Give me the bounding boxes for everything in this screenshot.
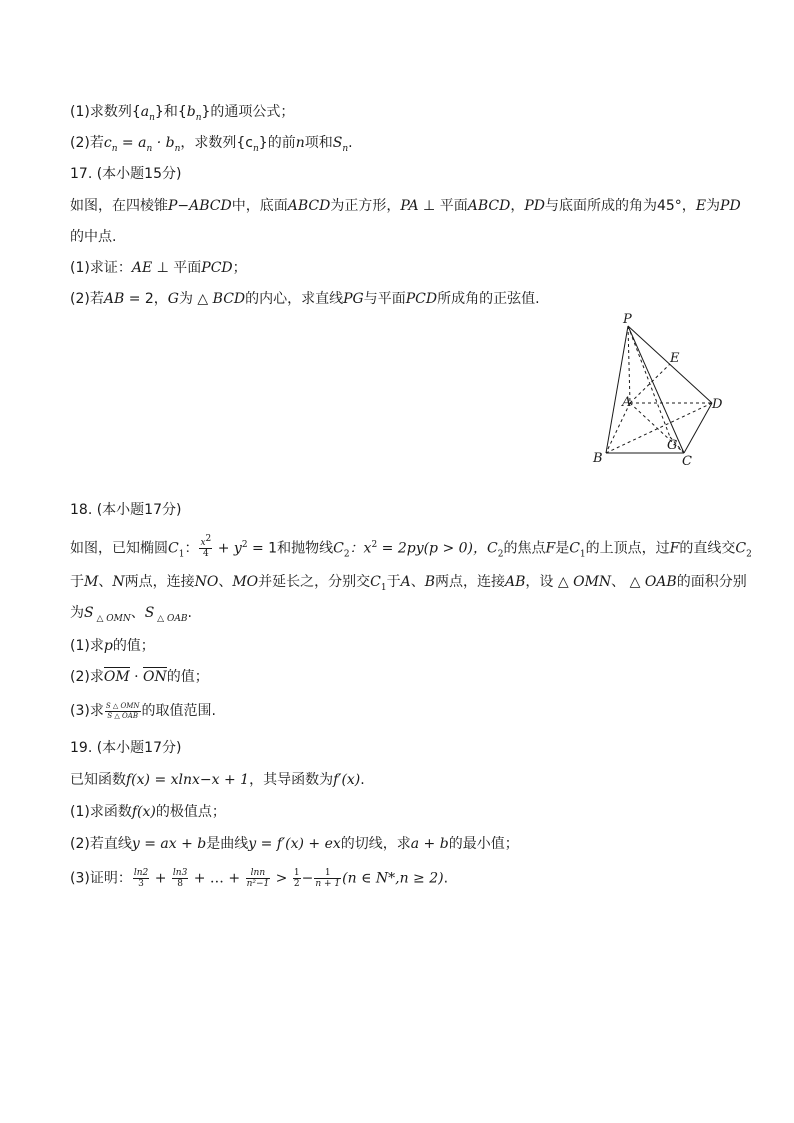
num: ln2 (133, 868, 149, 878)
den: 4 (202, 549, 209, 559)
math: P−ABCD (168, 198, 232, 214)
q18-part3 (70, 701, 216, 721)
text: 的焦点 (503, 540, 546, 557)
text: }和{ (154, 104, 187, 120)
math: y = ax + b (131, 836, 207, 852)
den: 2 (293, 879, 300, 889)
q16-part2 (70, 133, 353, 153)
sub: n (149, 112, 155, 123)
label-B: B (593, 451, 603, 466)
math: c (103, 135, 112, 151)
math: = a (117, 135, 147, 151)
math: AB (505, 574, 526, 590)
text: 如图，在四棱锥 (70, 198, 168, 214)
sub: n (252, 143, 259, 154)
math: E (695, 198, 707, 214)
den: 8 (177, 879, 183, 889)
math: (n ∈ N*,n ≥ 2) (342, 870, 444, 887)
math: OMN (573, 574, 612, 590)
math: OAB (644, 574, 677, 590)
math: C (735, 540, 747, 557)
math: f(x) = xlnx−x + 1 (126, 772, 250, 788)
math: A (400, 574, 411, 590)
text: . (443, 870, 449, 887)
text: 的取值范围. (141, 703, 216, 719)
sub: n (174, 143, 181, 154)
text: }的通项公式； (201, 104, 295, 120)
text: = 1和抛物线 (247, 540, 334, 557)
label-A: A (622, 395, 632, 410)
vector-OM: OM (103, 669, 130, 685)
sup: 2 (371, 539, 378, 550)
text: 与平面 (363, 291, 406, 307)
q18-line3 (70, 603, 192, 623)
sup: 2 (205, 534, 212, 544)
text: ： (184, 540, 199, 557)
math: PD (720, 198, 741, 214)
math: · b (152, 135, 175, 151)
text: 于 (386, 574, 401, 590)
sub: 1 (579, 549, 586, 560)
math: − (301, 870, 314, 887)
text: 的内心，求直线 (245, 291, 344, 307)
sub: △ OMN (93, 613, 131, 624)
text: (2)若 (70, 291, 104, 307)
text: 所成角的正弦值. (437, 291, 540, 307)
sup: 2 (241, 539, 248, 550)
math: ABCD (467, 198, 511, 214)
num: 1 (314, 868, 341, 879)
math: AE (131, 260, 153, 276)
sub: n (195, 112, 202, 123)
math: PG (343, 291, 364, 307)
edge-CD (684, 403, 712, 453)
q17-stem-line1 (70, 196, 741, 216)
sub: 1 (178, 549, 185, 560)
text: 两点，连接 (124, 574, 195, 590)
sub: 1 (380, 582, 387, 593)
math: ABCD (287, 198, 331, 214)
math: G (167, 291, 179, 307)
text: 为正方形， (330, 198, 401, 214)
den: S △ OAB (107, 711, 138, 720)
num: x (200, 538, 206, 548)
text: 是 (555, 540, 570, 557)
q17-part1 (70, 258, 247, 278)
math: p (103, 638, 113, 654)
math: M (84, 574, 99, 590)
text: 、 (98, 574, 113, 590)
sub: 2 (343, 549, 350, 560)
math: · (129, 669, 144, 685)
text: (1)求函数 (70, 804, 132, 820)
text: (2)若直线 (70, 836, 132, 852)
math: C (487, 540, 498, 557)
math: C (370, 574, 381, 590)
math: N (112, 574, 125, 590)
text: . (360, 772, 365, 788)
q18-line1 (70, 534, 752, 560)
text: 并延长之，分别交 (258, 574, 371, 590)
math: F (545, 540, 556, 557)
text: 、 (130, 605, 145, 621)
text: 、 △ (611, 574, 645, 590)
text: 的上顶点，过 (585, 540, 670, 557)
vector-ON: ON (143, 669, 167, 685)
q17-part2 (70, 289, 540, 309)
text: 的切线，求 (340, 836, 411, 852)
q17-header: 17. (本小题15分) (70, 166, 182, 182)
math: y = f′(x) + ex (248, 836, 341, 852)
label-G: G (667, 438, 678, 453)
text: (3)求 (70, 703, 104, 719)
sub: 2 (497, 549, 504, 560)
q18-header: 18. (本小题17分) (70, 502, 182, 518)
label-D: D (712, 397, 723, 412)
text: 的直线交 (679, 540, 736, 557)
math: a + b (410, 836, 449, 852)
edge-BD (606, 403, 712, 453)
math: BCD (212, 291, 246, 307)
q19-part1 (70, 802, 226, 822)
text: ， (510, 198, 525, 214)
math: + (150, 870, 171, 887)
label-P: P (623, 312, 632, 327)
text: 、 (218, 574, 233, 590)
text: 的值； (112, 638, 155, 654)
sub: n (111, 143, 118, 154)
sub: n (342, 143, 349, 154)
math: = 2py(p > 0)， (377, 540, 488, 557)
q16-part1 (70, 102, 294, 122)
text: 于 (70, 574, 84, 590)
text: }的前 (258, 135, 296, 151)
math: C (569, 540, 580, 557)
text: (2)求 (70, 669, 104, 685)
pyramid-figure (588, 306, 728, 470)
q18-line2 (70, 572, 747, 592)
text: 与底面所成的角为45°， (544, 198, 696, 214)
text: (1)求证： (70, 260, 132, 276)
text: 两点，连接 (435, 574, 506, 590)
fraction-area-ratio (105, 702, 141, 721)
text: ⊥ 平面 (152, 260, 202, 276)
text: = 2， (124, 291, 168, 307)
math: AB (103, 291, 125, 307)
q19-header: 19. (本小题17分) (70, 740, 182, 756)
math: C (333, 540, 344, 557)
math-b: b (186, 104, 196, 120)
text: ； (232, 260, 247, 276)
den: 3 (138, 879, 144, 889)
q19-part2 (70, 834, 519, 854)
den: n²−1 (246, 879, 270, 889)
edge-AB (606, 403, 630, 453)
math-a: a (140, 104, 150, 120)
text: 为 (706, 198, 721, 214)
text: 的面积分别 (676, 574, 747, 590)
math: F (669, 540, 680, 557)
text: 、 (410, 574, 425, 590)
text: 为 △ (178, 291, 213, 307)
math: PCD (201, 260, 233, 276)
text: (2)若 (70, 135, 104, 151)
math: MO (232, 574, 259, 590)
label-C: C (682, 454, 692, 469)
math: f(x) (131, 804, 156, 820)
label-E: E (670, 351, 680, 366)
fraction-ln3 (172, 868, 188, 889)
edge-PA (628, 326, 630, 403)
q19-part3 (70, 868, 448, 889)
text: (3)证明： (70, 870, 132, 887)
math: B (424, 574, 436, 590)
sub: n (146, 143, 153, 154)
num: 1 (293, 868, 300, 878)
math: S (144, 605, 155, 621)
math: > (271, 870, 292, 887)
math: S (84, 605, 94, 621)
text: ，求数列{c (180, 135, 253, 151)
text: (1)求数列{ (70, 104, 141, 120)
math: PA (400, 198, 419, 214)
math: NO (194, 574, 219, 590)
text: . (187, 605, 192, 621)
fraction-1-over-n-plus-1 (314, 868, 341, 889)
math: f′(x) (333, 772, 361, 788)
q19-stem (70, 770, 365, 790)
text: 为 (70, 605, 84, 621)
text: 项和 (304, 135, 333, 151)
fraction-ln2 (133, 868, 149, 889)
edge-PB (606, 326, 628, 453)
q17-stem-line2: 的中点. (70, 229, 117, 245)
num: lnn (246, 868, 271, 879)
fraction-x2-over-4 (199, 534, 212, 559)
num: ln3 (172, 868, 188, 878)
text: 如图，已知椭圆 (70, 540, 168, 557)
math: n (295, 135, 305, 151)
text: 的值； (166, 669, 209, 685)
sub: 2 (746, 549, 752, 560)
math: + y (213, 540, 242, 557)
text: 是曲线 (206, 836, 249, 852)
math: + … + (189, 870, 245, 887)
math: ：x (349, 540, 372, 557)
q18-part2 (70, 667, 209, 687)
num: S △ OMN (105, 701, 140, 710)
text: ，设 △ (525, 574, 574, 590)
text: ⊥ 平面 (418, 198, 468, 214)
sub: △ OAB (154, 613, 188, 624)
fraction-half (293, 868, 301, 889)
math: PCD (405, 291, 438, 307)
fraction-lnn (246, 868, 271, 889)
edge-PC (628, 326, 684, 453)
den: n + 1 (315, 879, 341, 889)
text: 的极值点； (155, 804, 226, 820)
text: ，其导函数为 (249, 772, 334, 788)
text: 已知函数 (70, 772, 126, 788)
math: S (332, 135, 343, 151)
text: (1)求 (70, 638, 104, 654)
text: . (348, 135, 353, 151)
math: PD (524, 198, 545, 214)
math: C (168, 540, 179, 557)
q18-part1 (70, 636, 155, 656)
text: 的最小值； (448, 836, 519, 852)
text: 中，底面 (231, 198, 288, 214)
